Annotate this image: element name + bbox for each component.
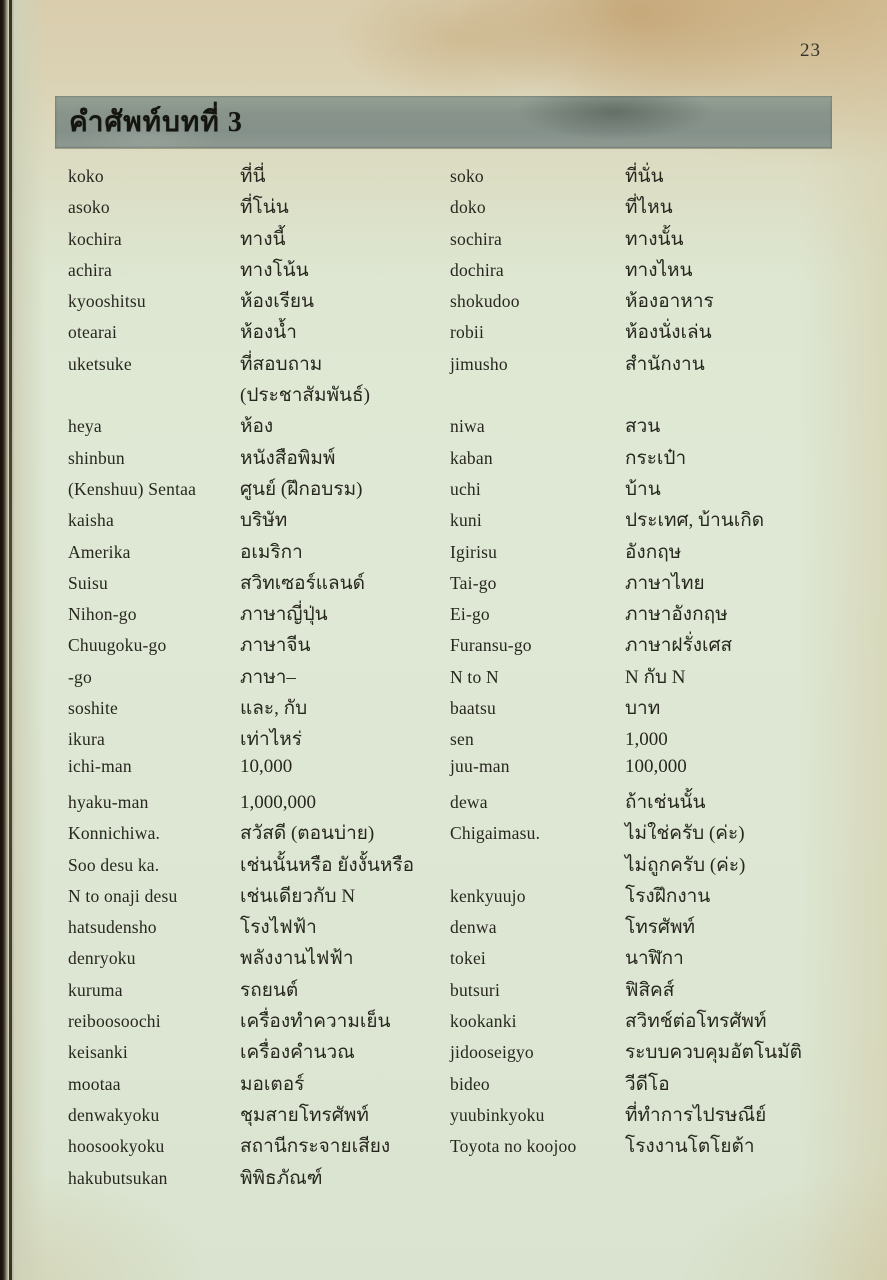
vocab-row	[68, 662, 861, 693]
book-gutter-edge	[0, 0, 46, 1280]
vocab-word-left: N to onaji desu	[68, 885, 178, 906]
vocab-translation-left: ห้องน้ำ	[240, 322, 297, 344]
vocab-row	[68, 599, 861, 630]
vocab-translation-right: โทรศัพท์	[625, 917, 696, 939]
vocab-translation-left: หนังสือพิมพ์	[240, 447, 336, 469]
vocab-row	[68, 1069, 861, 1100]
vocab-translation-left: ห้องเรียน	[240, 291, 315, 313]
vocab-word-right: sen	[450, 729, 474, 750]
vocab-translation-right: บ้าน	[625, 478, 661, 500]
vocab-row	[68, 505, 861, 536]
vocab-word-left: mootaa	[68, 1073, 121, 1094]
vocab-word-left: Chuugoku-go	[68, 635, 167, 656]
vocab-word-right: kenkyuujo	[450, 885, 526, 906]
vocab-translation-left: ภาษา–	[240, 666, 296, 688]
vocab-translation-right: ที่ไหน	[625, 197, 673, 219]
vocab-word-right: doko	[450, 197, 486, 218]
vocab-list	[68, 161, 861, 1194]
vocab-word-left: kaisha	[68, 510, 114, 531]
vocab-translation-right: โรงงานโตโยต้า	[625, 1136, 755, 1158]
vocab-word-right: dewa	[450, 791, 488, 812]
vocab-translation-right: 1,000	[625, 729, 668, 751]
vocab-row	[68, 756, 861, 787]
vocab-translation-left: 1,000,000	[240, 791, 316, 813]
vocab-translation-right: ที่นั่น	[625, 166, 664, 187]
vocab-word-right: niwa	[450, 416, 485, 437]
vocab-row	[68, 693, 861, 724]
vocab-row	[68, 537, 861, 568]
vocab-word-left: shinbun	[68, 447, 125, 468]
vocab-translation-left: ชุมสายโทรศัพท์	[240, 1104, 369, 1126]
vocab-word-left: ikura	[68, 729, 105, 750]
vocab-translation-left: มอเตอร์	[240, 1073, 305, 1095]
vocab-word-right: Toyota no koojoo	[450, 1136, 577, 1157]
vocab-translation-right: 100,000	[625, 755, 687, 777]
vocab-word-left: hyaku-man	[68, 791, 149, 812]
vocab-row	[68, 380, 861, 411]
vocab-translation-left: เช่นนั้นหรือ ยังงั้นหรือ	[240, 854, 415, 876]
vocab-word-left: heya	[68, 416, 102, 437]
vocab-row	[68, 349, 861, 380]
vocab-word-right: kaban	[450, 447, 493, 468]
vocab-word-right: Ei-go	[450, 604, 490, 625]
vocab-word-left: otearai	[68, 322, 118, 343]
chapter-title: คำศัพท์บทที่ 3	[69, 107, 243, 138]
vocab-translation-left: 10,000	[240, 755, 293, 777]
vocab-word-right: Tai-go	[450, 572, 497, 593]
vocab-translation-right: ประเทศ, บ้านเกิด	[625, 510, 765, 532]
vocab-row	[68, 818, 861, 849]
vocab-row	[68, 192, 861, 223]
vocab-word-left: reiboosoochi	[68, 1011, 161, 1032]
vocab-word-right: tokei	[450, 948, 486, 969]
vocab-word-right: uchi	[450, 478, 481, 499]
vocab-word-right: Furansu-go	[450, 635, 532, 656]
vocab-word-left: koko	[68, 166, 104, 186]
vocab-translation-right: นาฬิกา	[625, 948, 684, 970]
vocab-word-right: bideo	[450, 1073, 490, 1094]
vocab-word-left: denwakyoku	[68, 1104, 160, 1125]
vocab-translation-right: ระบบควบคุมอัตโนมัติ	[625, 1042, 803, 1064]
vocab-word-left: hakubutsukan	[68, 1167, 168, 1188]
vocab-word-left: uketsuke	[68, 353, 132, 374]
vocab-row	[68, 443, 861, 474]
vocab-translation-right: ห้องอาหาร	[625, 291, 714, 313]
vocab-row	[68, 943, 861, 974]
vocab-translation-left: (ประชาสัมพันธ์)	[240, 385, 370, 407]
page-number: 23	[800, 40, 821, 61]
vocab-translation-right: ภาษาฝรั่งเศส	[625, 635, 733, 657]
book-gutter-shadow	[9, 0, 12, 1280]
vocab-word-right: kuni	[450, 510, 482, 531]
vocab-row	[68, 161, 861, 192]
vocab-word-left: kuruma	[68, 979, 123, 1000]
vocab-word-left: soshite	[68, 698, 119, 719]
vocab-translation-left: เช่นเดียวกับ N	[240, 885, 356, 907]
vocab-translation-right: ทางนั้น	[625, 228, 684, 250]
vocab-translation-left: เครื่องคำนวณ	[240, 1042, 355, 1064]
vocab-translation-left: ทางนี้	[240, 228, 286, 250]
vocab-translation-left: พิพิธภัณฑ์	[240, 1167, 323, 1189]
vocab-word-left: Konnichiwa.	[68, 823, 161, 844]
vocab-translation-right: ห้องนั่งเล่น	[625, 322, 712, 344]
vocab-translation-right: สวิทช์ต่อโทรศัพท์	[625, 1011, 767, 1033]
vocab-translation-left: รถยนต์	[240, 979, 299, 1001]
vocab-translation-left: สวัสดี (ตอนบ่าย)	[240, 823, 375, 845]
vocab-word-left: asoko	[68, 197, 110, 218]
vocab-translation-right: ที่ทำการไปรษณีย์	[625, 1104, 767, 1126]
vocab-translation-left: ที่นี่	[240, 166, 266, 187]
chapter-header-bar	[55, 96, 832, 148]
vocab-translation-left: พลังงานไฟฟ้า	[240, 948, 354, 970]
vocab-word-left: denryoku	[68, 948, 136, 969]
vocab-row	[68, 724, 861, 755]
vocab-row	[68, 1131, 861, 1162]
vocab-word-right: shokudoo	[450, 291, 520, 312]
vocab-row	[68, 1037, 861, 1068]
vocab-row	[68, 1006, 861, 1037]
vocab-translation-right: สวน	[625, 416, 661, 438]
vocab-word-left: Soo desu ka.	[68, 854, 160, 875]
vocab-translation-left: อเมริกา	[240, 541, 303, 563]
vocab-word-right: jidooseigyo	[450, 1042, 534, 1063]
vocab-translation-right: กระเป๋า	[625, 447, 687, 469]
vocab-word-right: yuubinkyoku	[450, 1104, 545, 1125]
vocab-word-right: jimusho	[450, 353, 508, 374]
vocab-translation-right: ฟิสิคส์	[625, 979, 675, 1001]
vocab-translation-left: ที่โน่น	[240, 197, 289, 219]
vocab-row	[68, 912, 861, 943]
vocab-translation-right: N กับ N	[625, 666, 686, 688]
vocab-word-right: Igirisu	[450, 541, 498, 562]
vocab-translation-left: บริษัท	[240, 510, 288, 532]
vocab-translation-left: ศูนย์ (ฝึกอบรม)	[240, 478, 363, 500]
vocab-word-left: kochira	[68, 228, 122, 249]
vocab-word-right: baatsu	[450, 698, 496, 719]
vocab-row	[68, 787, 861, 818]
vocab-translation-left: ภาษาญี่ปุ่น	[240, 604, 328, 626]
vocab-row	[68, 1100, 861, 1131]
vocab-word-left: kyooshitsu	[68, 291, 146, 312]
vocab-word-left: hoosookyoku	[68, 1136, 165, 1157]
vocab-translation-right: โรงฝึกงาน	[625, 885, 711, 907]
vocab-row	[68, 474, 861, 505]
vocab-word-right: juu-man	[450, 755, 510, 776]
vocab-word-right: denwa	[450, 917, 497, 938]
vocab-translation-right: ภาษาอังกฤษ	[625, 604, 728, 626]
vocab-translation-left: และ, กับ	[240, 698, 308, 720]
vocab-translation-left: เท่าไหร่	[240, 729, 302, 751]
vocab-translation-right: สำนักงาน	[625, 353, 705, 375]
vocab-translation-right: บาท	[625, 698, 661, 720]
vocab-translation-left: โรงไฟฟ้า	[240, 917, 317, 939]
vocab-word-left: Suisu	[68, 572, 108, 593]
vocab-translation-left: ภาษาจีน	[240, 635, 311, 657]
vocab-word-left: Amerika	[68, 541, 131, 562]
vocab-word-right: butsuri	[450, 979, 501, 1000]
vocab-word-right: Chigaimasu.	[450, 823, 541, 844]
vocab-word-right: robii	[450, 322, 485, 343]
vocab-translation-right: ทางไหน	[625, 259, 693, 281]
vocab-row	[68, 224, 861, 255]
vocab-translation-right: อังกฤษ	[625, 541, 682, 563]
vocab-translation-left: สวิทเซอร์แลนด์	[240, 572, 366, 594]
vocab-translation-left: ที่สอบถาม	[240, 353, 323, 375]
vocab-translation-right: ถ้าเช่นนั้น	[625, 791, 706, 813]
vocab-word-right: soko	[450, 166, 484, 186]
vocab-row	[68, 1163, 861, 1194]
vocab-translation-left: เครื่องทำความเย็น	[240, 1011, 391, 1033]
vocab-row	[68, 850, 861, 881]
vocab-word-right: N to N	[450, 666, 499, 687]
vocab-translation-left: สถานีกระจายเสียง	[240, 1136, 391, 1158]
vocab-word-right: kookanki	[450, 1011, 517, 1032]
vocab-translation-right: วีดีโอ	[625, 1073, 670, 1095]
vocab-word-right: dochira	[450, 259, 504, 280]
vocab-word-left: -go	[68, 666, 92, 687]
vocab-word-left: ichi-man	[68, 755, 132, 776]
vocab-row	[68, 568, 861, 599]
vocab-row	[68, 255, 861, 286]
vocab-word-left: achira	[68, 259, 112, 280]
vocab-row	[68, 317, 861, 348]
vocab-translation-right: ไม่ถูกครับ (ค่ะ)	[625, 854, 746, 876]
vocab-word-left: (Kenshuu) Sentaa	[68, 478, 197, 499]
vocab-row	[68, 881, 861, 912]
vocab-word-left: hatsudensho	[68, 917, 157, 938]
vocab-row	[68, 286, 861, 317]
vocab-word-left: keisanki	[68, 1042, 128, 1063]
vocab-translation-left: ห้อง	[240, 416, 274, 438]
vocab-row	[68, 630, 861, 661]
vocab-word-left: Nihon-go	[68, 604, 137, 625]
vocab-translation-left: ทางโน้น	[240, 259, 309, 281]
vocab-translation-right: ไม่ใช่ครับ (ค่ะ)	[625, 823, 745, 845]
vocab-translation-right: ภาษาไทย	[625, 572, 705, 594]
vocab-word-right: sochira	[450, 228, 502, 249]
vocab-row	[68, 975, 861, 1006]
vocab-row	[68, 411, 861, 442]
